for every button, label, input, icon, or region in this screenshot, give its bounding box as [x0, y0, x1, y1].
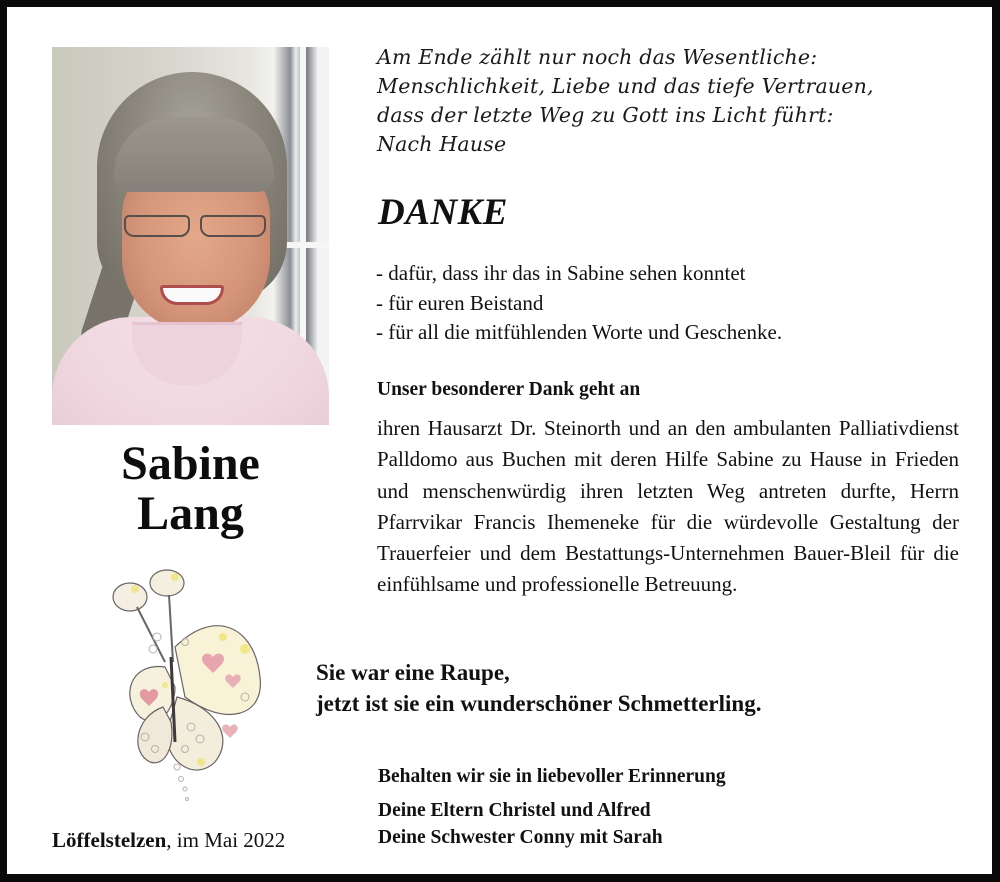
- portrait-photo: [52, 47, 329, 425]
- danke-list: [376, 259, 782, 348]
- danke-item: - für all die mitfühlenden Worte und Geschenke.: [376, 320, 783, 344]
- place-and-date: [52, 827, 285, 853]
- deceased-name: [52, 439, 329, 539]
- hair-fringe: [114, 117, 274, 192]
- quote-line: Menschlichkeit, Liebe und das tiefe Vertrauen,: [377, 74, 874, 98]
- special-thanks-heading: Unser besonderer Dank geht an: [377, 379, 641, 400]
- danke-item: - für euren Beistand: [376, 290, 544, 315]
- quote-line: dass der letzte Weg zu Gott ins Licht führt:: [377, 103, 834, 127]
- closing-block: [378, 763, 726, 851]
- opening-quote: [377, 43, 937, 159]
- special-thanks-body: ihren Hausarzt Dr. Steinorth und an den ambulanten Palliativdienst Palldomo aus Buchen mit deren Hilfe Sabine zu Hause in Frieden und menschenwürdig ihren letzten Weg antreten durfte, Herrn Pfarrvikar Francis Ihemeneke für die würdevolle Gestaltung der Trauerfeier und dem Bestattungs-Unternehmen Bauer-Bleil für die einfühlsame und professionelle Betreuung.: [377, 416, 959, 597]
- date: , im Mai 2022: [166, 828, 286, 852]
- smile: [160, 285, 224, 305]
- window-frame: [300, 47, 306, 367]
- verse-line: jetzt ist sie ein wunderschöner Schmetterling.: [316, 691, 762, 716]
- verse-line: Sie war eine Raupe,: [316, 660, 510, 685]
- signature-line: Deine Schwester Conny mit Sarah: [378, 827, 663, 848]
- signature-line: Deine Eltern Christel und Alfred: [378, 800, 651, 821]
- first-name: Sabine: [121, 437, 260, 490]
- butterfly-verse: [316, 657, 761, 719]
- butterfly-illustration: [105, 567, 275, 807]
- place: Löffelstelzen: [52, 828, 167, 852]
- remembrance-line: Behalten wir sie in liebevoller Erinnerung: [378, 766, 726, 787]
- quote-line: Am Ende zählt nur noch das Wesentliche:: [377, 45, 818, 69]
- glasses: [114, 215, 274, 237]
- danke-heading: DANKE: [378, 192, 508, 233]
- last-name: Lang: [137, 487, 244, 540]
- danke-item: - dafür, dass ihr das in Sabine sehen konntet: [376, 261, 746, 285]
- quote-line: Nach Hause: [377, 132, 507, 156]
- window-frame: [282, 242, 329, 248]
